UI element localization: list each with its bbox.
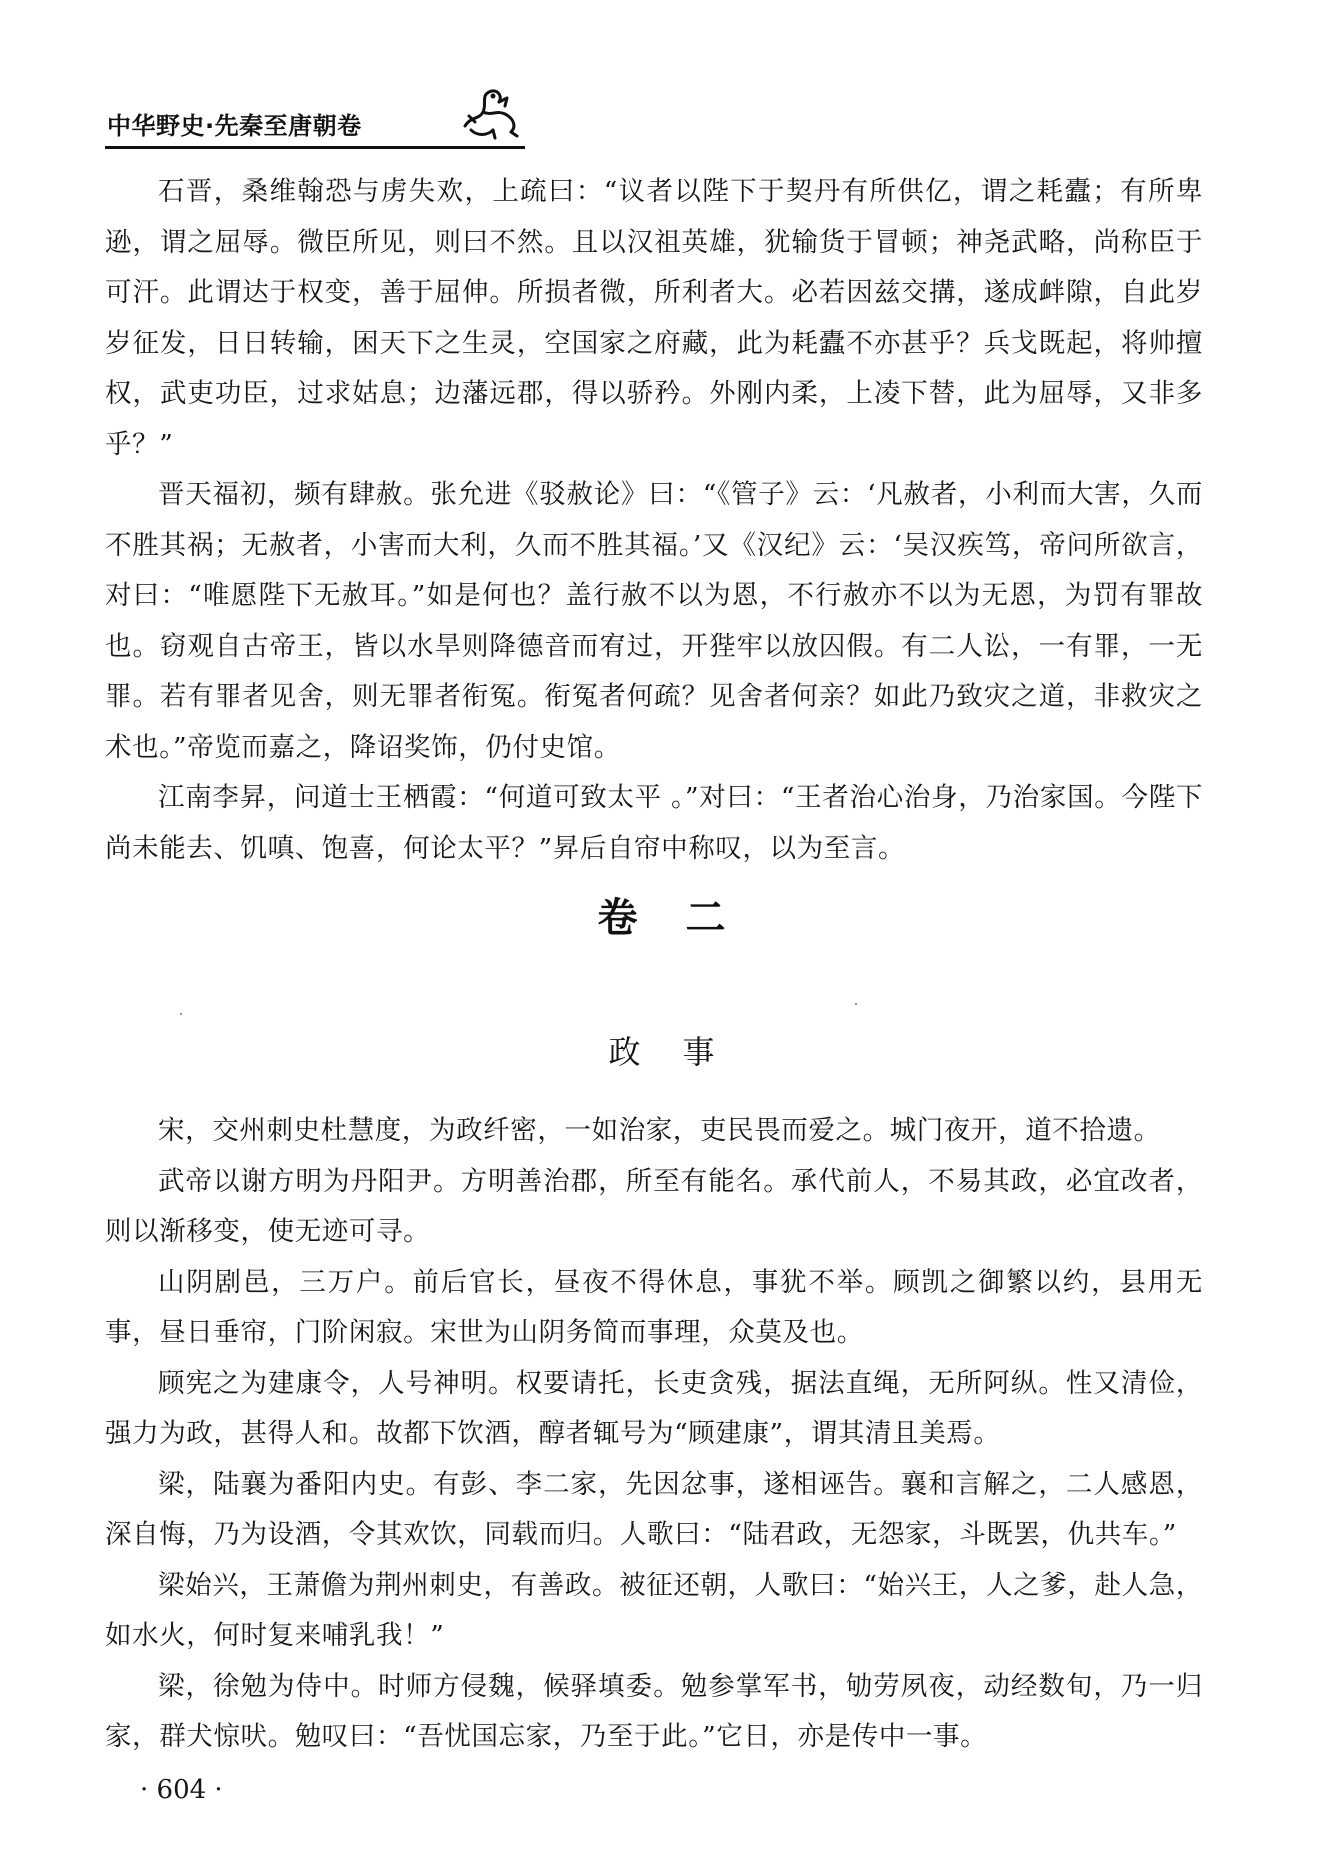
scan-speck: [855, 1003, 857, 1005]
paragraph: 梁，徐勉为侍中。时师方侵魏，候驿填委。勉参掌军书，劬劳夙夜，动经数旬，乃一归家，群犬惊吠。勉叹曰：“吾忧国忘家，乃至于此。”它日，亦是传中一事。: [105, 1670, 1203, 1752]
paragraph: 梁，陆襄为番阳内史。有彭、李二家，先因忿事，遂相诬告。襄和言解之，二人感恩，深自悔，乃为设酒，令其欢饮，同载而归。人歌曰：“陆君政，无怨家，斗既罢，仇共车。”: [105, 1468, 1203, 1550]
running-header: [105, 92, 525, 152]
paragraph: 江南李昇，问道士王栖霞：“何道可致太平 。”对曰：“王者治心治身，乃治家国。今陛下尚未能去、饥嗔、饱喜，何论太平？”昇后自帘中称叹，以为至言。: [105, 782, 1203, 864]
paragraph: 顾宪之为建康令，人号神明。权要请托，长吏贪残，据法直绳，无所阿纵。性又清俭，强力为政，甚得人和。故都下饮酒，醇者辄号为“顾建康”，谓其清且美焉。: [105, 1367, 1203, 1449]
paragraph: 宋，交州刺史杜慧度，为政纤密，一如治家，吏民畏而爱之。城门夜开，道不拾遗。: [158, 1115, 1161, 1146]
page-number: · 604 ·: [140, 1775, 223, 1805]
top-text-block: [105, 167, 1203, 874]
paragraph: 武帝以谢方明为丹阳尹。方明善治郡，所至有能名。承代前人，不易其政，必宜改者，则以渐移变，使无迹可寻。: [105, 1165, 1203, 1247]
paragraph: 梁始兴，王萧儋为荆州刺史，有善政。被征还朝，人歌曰：“始兴王，人之爹，赴人急，如水火，何时复来哺乳我！”: [105, 1569, 1203, 1651]
scan-speck: [180, 1013, 182, 1015]
dragon-icon: [457, 86, 525, 142]
header-rule: [105, 146, 525, 149]
section-heading: 政事: [608, 1033, 757, 1071]
paragraph: 晋天福初，频有肆赦。张允进《驳赦论》曰：“《管子》云：‘凡赦者，小利而大害，久而不胜其祸；无赦者，小害而大利，久而不胜其福。’又《汉纪》云：‘吴汉疾笃，帝问所欲言，对曰：“唯愿陛下无赦耳。”如是何也？盖行赦不以为恩，不行赦亦不以为无恩，为罚有罪故也。窃观自古帝王，皆以水旱则降德音而宥过，开狴牢以放囚假。有二人讼，一有罪，一无罪。若有罪者见舍，则无罪者衔冤。衔冤者何疏？见舍者何亲？如此乃致灾之道，非救灾之术也。”帝览而嘉之，降诏奖饰，仍付史馆。: [105, 479, 1203, 763]
volume-heading: 卷二: [597, 895, 774, 941]
paragraph: 石晋，桑维翰恐与虏失欢，上疏曰：“议者以陛下于契丹有所供亿，谓之耗蠹；有所卑逊，谓之屈辱。微臣所见，则曰不然。且以汉祖英雄，犹输货于冒顿；神尧武略，尚称臣于可汗。此谓达于权变，善于屈伸。所损者微，所利者大。必若因兹交搆，遂成衅隙，自此岁岁征发，日日转输，困天下之生灵，空国家之府藏，此为耗蠹不亦甚乎？兵戈既起，将帅擅权，武吏功臣，过求姑息；边藩远郡，得以骄矜。外刚内柔，上凌下替，此为屈辱，又非多乎？”: [105, 176, 1203, 460]
bottom-text-block: [105, 1106, 1203, 1763]
paragraph: 山阴剧邑，三万户。前后官长，昼夜不得休息，事犹不举。顾凯之御繁以约，县用无事，昼日垂帘，门阶闲寂。宋世为山阴务简而事理，众莫及也。: [105, 1266, 1203, 1348]
header-title: 中华野史·先秦至唐朝卷: [107, 112, 362, 140]
